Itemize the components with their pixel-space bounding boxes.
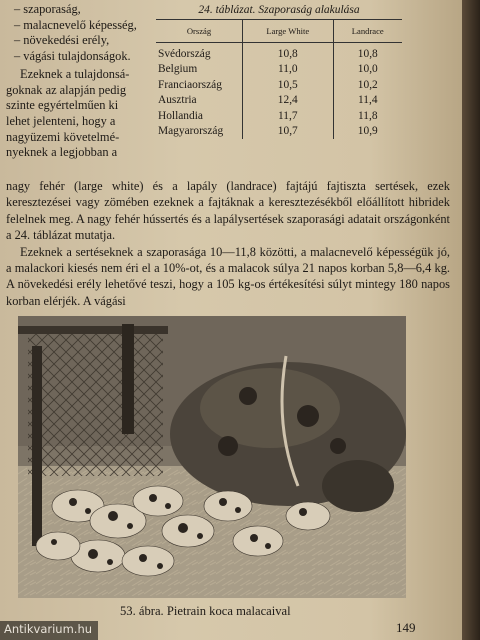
cell-country: Franciaország: [158, 78, 222, 91]
table-row: [156, 43, 402, 63]
bullet-item: – növekedési erély,: [14, 33, 110, 48]
text-line: Ezeknek a tulajdonsá-: [20, 66, 130, 81]
header-large-white: Large White: [243, 20, 334, 43]
photo-illustration: [18, 316, 406, 598]
fertility-table: [156, 4, 402, 139]
left-text-column: [6, 2, 154, 161]
body-text: [6, 178, 450, 309]
table-row: [156, 93, 402, 108]
paragraph: Ezeknek a sertéseknek a szaporasága 10—11,8 közötti, a malacnevelő képességük jó, a malackori kiesés nem éri el a 10%-ot, és a malacok súlya 21 napos korban 5,8—6,4 kg. A növekedési erély lehetővé teszi, hogy a 105 kg-os értékesítési súlyt mintegy 180 napos korban elérjék. A vágási: [6, 244, 450, 308]
cell-value: 11,8: [333, 109, 402, 124]
text-line: lehet jelenteni, hogy a: [6, 113, 116, 128]
cell-value: 10,2: [333, 78, 402, 93]
book-spine: [462, 0, 480, 640]
bullet-item: – szaporaság,: [14, 2, 81, 16]
bullet-item: – vágási tulajdonságok.: [14, 49, 131, 64]
cell-value: 12,4: [243, 93, 334, 108]
cell-value: 10,8: [243, 43, 334, 63]
cell-value: 10,5: [243, 78, 334, 93]
pig-photo: [18, 316, 406, 598]
table-row: [156, 62, 402, 77]
cell-value: 11,0: [243, 62, 334, 77]
cell-country: Svédország: [158, 48, 211, 60]
text-line: goknak az alapján pedig: [6, 82, 127, 97]
text-line: szinte egyértelműen ki: [6, 98, 119, 113]
figure-caption: 53. ábra. Pietrain koca malacaival: [120, 604, 291, 618]
table-header-row: [156, 20, 402, 43]
cell-country: Hollandia: [158, 109, 203, 122]
table-row: [156, 124, 402, 139]
cell-value: 10,8: [333, 43, 402, 63]
table-row: [156, 78, 402, 93]
table-title: 24. táblázat. Szaporaság alakulása: [198, 4, 360, 16]
cell-value: 11,4: [333, 93, 402, 108]
data-table: [156, 19, 402, 139]
paragraph-start: [6, 67, 154, 161]
bullet-item: – malacnevelő képesség,: [14, 17, 137, 32]
cell-value: 10,9: [333, 124, 402, 139]
text-line: nyeknek a legjobban a: [6, 145, 118, 160]
cell-value: 10,7: [243, 124, 334, 139]
watermark: Antikvarium.hu: [0, 621, 98, 640]
cell-value: 10,0: [333, 62, 402, 77]
cell-country: Ausztria: [158, 94, 197, 107]
cell-country: Belgium: [158, 63, 198, 76]
cell-country: Magyarország: [158, 125, 224, 138]
page-number: 149: [396, 620, 416, 635]
header-country: Ország: [156, 20, 243, 43]
cell-value: 11,7: [243, 109, 334, 124]
paragraph-continuation: nagy fehér (large white) és a lapály (landrace) fajtájú fajtiszta sertések, ezek keresztezései vagy zömében ezeknek a fajtáknak a keresztezésékből előállított hibridek felelnek meg. A nagy fehér hússertés és a lapálysertések szaporasági adatait országonként a 24. táblázat mutatja.: [6, 179, 450, 243]
text-line: nagyüzemi követelmé-: [6, 129, 120, 144]
table-row: [156, 109, 402, 124]
header-landrace: Landrace: [333, 20, 402, 43]
